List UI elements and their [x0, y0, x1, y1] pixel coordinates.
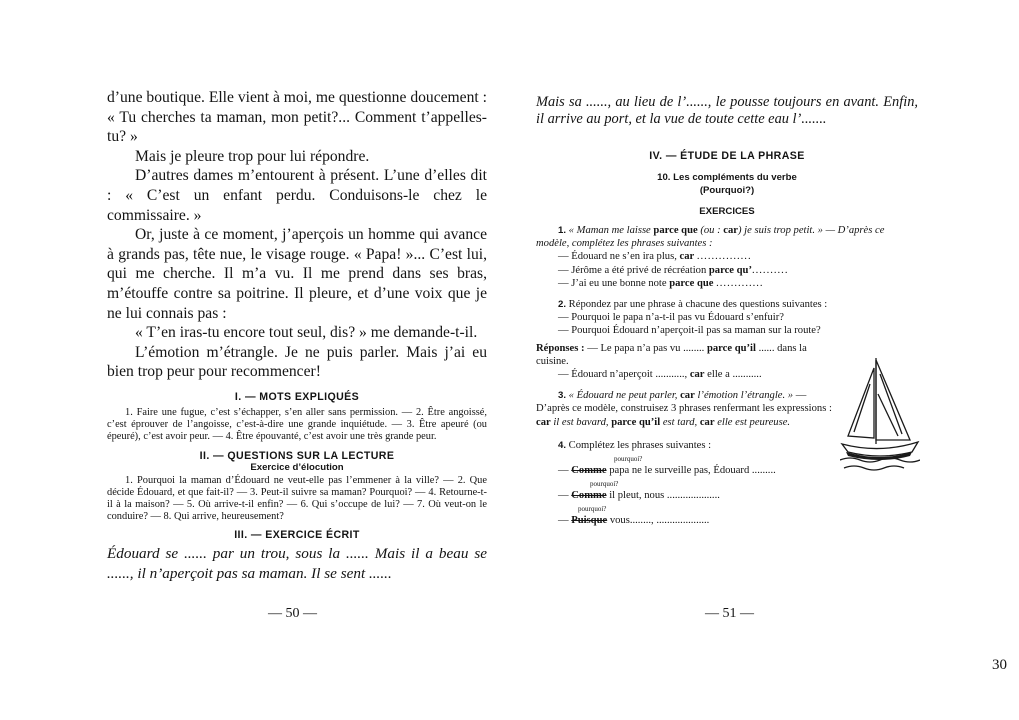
right-page [536, 94, 918, 527]
exercise-number: 3. [558, 390, 567, 402]
exercise-4-line: pourquoi? — Puisque vous........, .................... [558, 505, 710, 527]
exercise-3: 3. « Édouard ne peut parler, car l’émotion l’étrangle. » — D’après ce modèle, construisez 3 phrases renfermant les expressions : car il est bavard, parce qu’il est tard, car elle est peureuse. [536, 390, 832, 428]
story-paragraph: « T’en iras-tu encore tout seul, dis? » me demande-t-il. [135, 324, 478, 342]
exercise-number: 1. [558, 225, 567, 236]
exercise-2-answers: Réponses : — Le papa n’a pas vu ........ parce qu’il ...... dans la cuisine. — Édouard n’aperçoit ..........., car elle a ........... [536, 342, 807, 381]
page-number-right: — 51 — [705, 606, 754, 621]
story-paragraph: Or, juste à ce moment, j’aperçois un homme qui avance à grands pas, tête nue, le visage rouge. « Papa! »... C’est lui, qui me cherche. Il m’a vu. Il me prend dans ses bras, m’étouffe contre sa poitrine. Il pleure, et d’une voix que je ne lui connais pas : [107, 226, 487, 322]
section-subtitle-elocution: Exercice d’élocution [250, 461, 344, 473]
scan-page-number: 30 [992, 657, 1007, 673]
exercise-number: 2. [558, 299, 567, 311]
section-title-questions: II. — QUESTIONS SUR LA LECTURE [199, 449, 395, 462]
sailboat-illustration [840, 354, 920, 476]
left-page [107, 88, 487, 584]
story-paragraph: L’émotion m’étrangle. Je ne puis parler. Mais j’ai eu bien trop peur pour recommencer! [107, 343, 487, 381]
exercise-1-line: — Édouard ne s’en ira plus, car ............... — Jérôme a été privé de récréation parce qu’.......... — J’ai eu une bonne note parce que ............. [558, 251, 789, 289]
story-paragraph: D’autres dames m’entourent à présent. L’une d’elles dit : « C’est un enfant perdu. Conduisons-le chez le commissaire. » [107, 167, 487, 224]
exercise-number: 4. [558, 439, 567, 451]
exercise-4-line: pourquoi? — Comme il pleut, nous .................... [558, 480, 720, 502]
section-text-mots-expliques: 1. Faire une fugue, c’est s’échapper, s’en aller sans permission. — 2. Être angoissé, c’est éprouver de l’angoisse, c’est-à-dire une grande inquiétude. — 3. Être apeuré (ou épeuré), c’est avoir peur. — 4. Être épouvanté, c’est avoir une très grande peur. [107, 406, 487, 443]
page-number-left: — 50 — [268, 606, 317, 621]
story-paragraph: Mais je pleure trop pour lui répondre. [135, 147, 370, 165]
exercise-4: 4. Complétez les phrases suivantes : [558, 439, 712, 451]
exercises-title: EXERCICES [699, 206, 755, 217]
exercise-4-line: pourquoi? — Comme papa ne le surveille pas, Édouard ......... [558, 455, 776, 477]
exercise-2-questions: — Pourquoi le papa n’a-t-il pas vu Édouard s’enfuir? — Pourquoi Édouard n’aperçoit-il pas sa maman sur la route? [558, 312, 821, 337]
section-text-exercice-ecrit: Édouard se ...... par un trou, sous la ...... Mais il a beau se ......, il n’aperçoit pas sa maman. Il se sent ...... [107, 545, 487, 582]
section-title-etude-phrase: IV. — ÉTUDE DE LA PHRASE [649, 150, 805, 162]
exercise-2: 2. Répondez par une phrase à chacune des questions suivantes : [558, 299, 828, 311]
section-title-exercice-ecrit: III. — EXERCICE ÉCRIT [234, 529, 360, 542]
intro-text: Mais sa ......, au lieu de l’......, le pousse toujours en avant. Enfin, il arrive au port, et la vue de toute cette eau l’....... [536, 94, 918, 127]
lesson-title: 10. Les compléments du verbe [657, 172, 797, 183]
exercise-1: 1. « Maman me laisse parce que (ou : car) je suis trop petit. » — D’après ce modèle, complétez les phrases suivantes : [536, 225, 885, 250]
story-paragraph: d’une boutique. Elle vient à moi, me questionne doucement : « Tu cherches ta maman, mon petit?... Comment t’appelles-tu? » [107, 89, 487, 146]
section-text-questions: 1. Pourquoi la maman d’Édouard ne veut-elle pas l’emmener à la ville? — 2. Que décide Édouard, et que fait-il? — 3. Peut-il suivre sa maman? Pourquoi? — 4. Retourne-t-il à la maison? — 5. Où arrive-t-il enfin? — 6. Qui s’occupe de lui? — 7. Où veut-on le conduire? — 8. Qui arrive, heureusement? [107, 474, 487, 523]
section-title-mots-expliques: I. — MOTS EXPLIQUÉS [234, 390, 360, 403]
lesson-subtitle: (Pourquoi?) [699, 185, 755, 196]
